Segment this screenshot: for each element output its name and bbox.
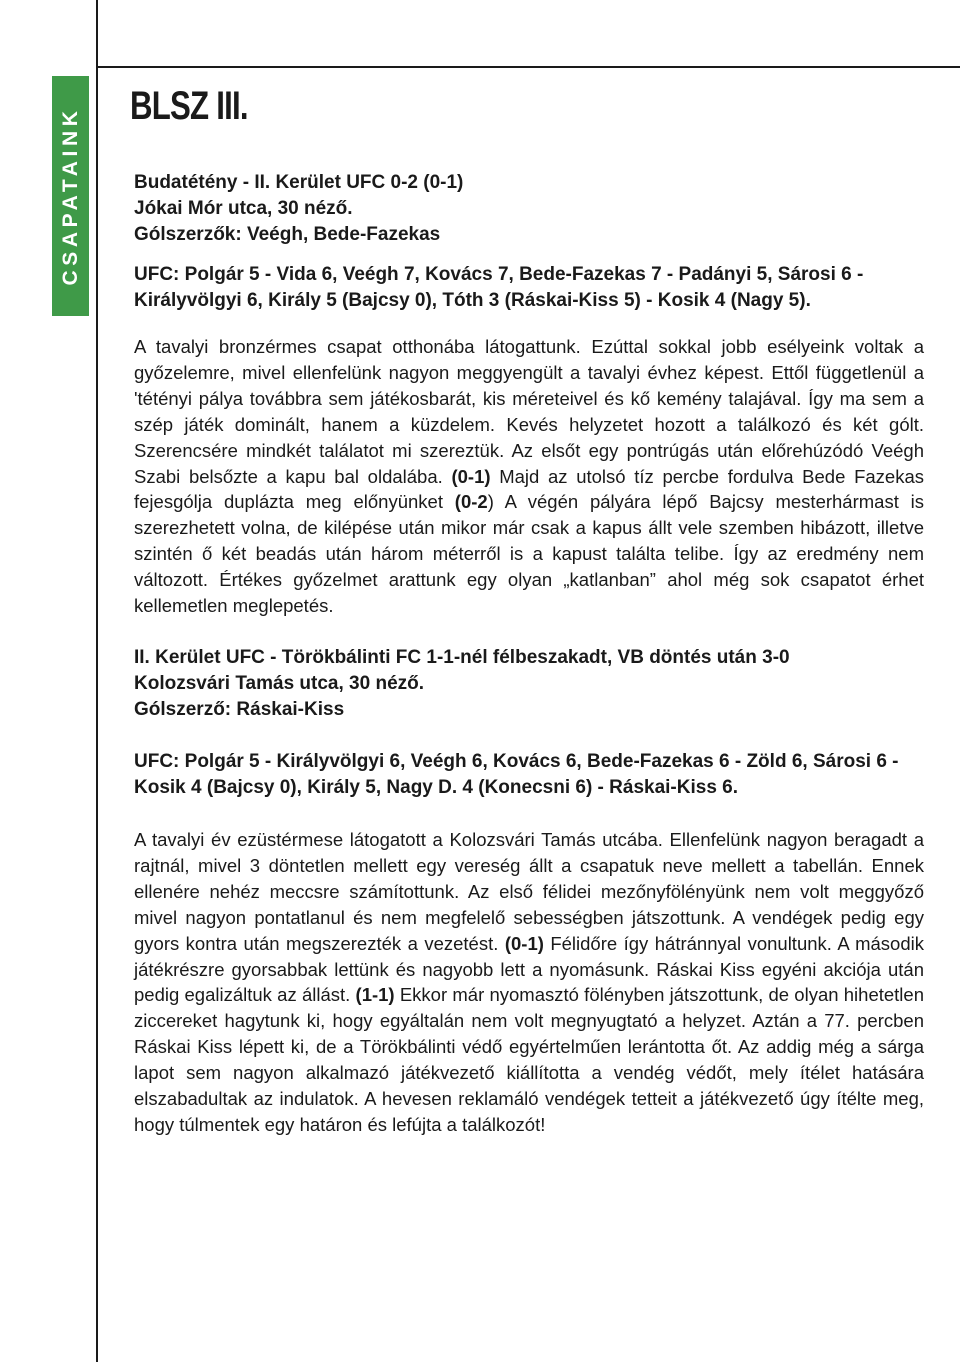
section-tab <box>52 76 89 316</box>
lineup-text: UFC: Polgár 5 - Vida 6, Veégh 7, Kovács 7, Bede-Fazekas 7 - Padányi 5, Sárosi 6 - Királyvölgyi 6, Király 5 (Bajcsy 0), Tóth 3 (Ráskai-Kiss 5) - Kosik 4 (Nagy 5). <box>134 264 864 311</box>
page-title: BLSZ III. <box>130 84 248 128</box>
score-highlight: (1-1) <box>355 984 395 1006</box>
report-segment: Félidőre így hátránnyal vonultunk. A második játékrészre gyorsabbak lettünk és nagyobb lett a nyomásunk. Ráskai Kiss egyéni akciója után pedig egalizáltuk az állást. <box>134 932 924 1006</box>
match-result: II. Kerület UFC - Törökbálinti FC 1-1-nél félbeszakadt, VB döntés után 3-0 <box>134 646 790 668</box>
match-report-1 <box>134 170 924 619</box>
match-scorers: Gólszerzők: Veégh, Bede-Fazekas <box>134 224 441 245</box>
horizontal-rule <box>96 66 960 68</box>
match-venue: Jókai Mór utca, 30 néző. <box>134 198 353 219</box>
report-segment: A tavalyi bronzérmes csapat otthonába látogattunk. Ezúttal sokkal jobb esélyeink voltak a győzelemre, mivel ellenfelünk nagyon meggyengült a tavalyi évhez képest. Ettől függetlenül a 'tétényi pálya továbbra sem játékosbarát, kis méreteivel és kő kemény talajával. Így ma sem a szép játék dominált, hanem a küzdelem. Kevés helyzetet hozott a találkozó és két gólt. Szerencsére mindkét találatot mi szereztük. Az elsőt egy pontrúgás után előrehúzódó Veégh Szabi belsőzte a kapu bal oldalába. <box>134 336 924 487</box>
match-result: Budatétény - II. Kerület UFC 0-2 (0-1) <box>134 172 464 193</box>
team-lineup <box>134 749 924 801</box>
match-report-text <box>134 827 924 1138</box>
team-lineup <box>134 262 924 314</box>
score-highlight: (0-2 <box>454 491 488 513</box>
match-report-text <box>134 334 924 619</box>
match-header <box>134 170 924 248</box>
score-highlight: (0-1) <box>504 932 544 954</box>
section-tab-label: CSAPATAINK <box>58 106 82 286</box>
match-scorers: Gólszerző: Ráskai-Kiss <box>134 698 345 720</box>
vertical-rule <box>96 0 98 1362</box>
lineup-text: UFC: Polgár 5 - Királyvölgyi 6, Veégh 6, Kovács 6, Bede-Fazekas 6 - Zöld 6, Sárosi 6 - Kosik 4 (Bajcsy 0), Király 5, Nagy D. 4 (Konecsni 6) - Ráskai-Kiss 6. <box>134 750 899 798</box>
match-report-2 <box>134 645 924 1138</box>
report-segment: ) A végén pályára lépő Bajcsy mesterhármast is szerezhetett volna, de kilépése után mikor már csak a kapus állt vele szemben hibázott, illetve szintén ő két beadás után három méterről is a kapust találta telibe. Így az eredmény nem változott. Értékes győzelmet arattunk egy olyan „katlanban” ahol még sok csapatot érhet kellemetlen meglepetés. <box>134 491 925 617</box>
report-segment: A tavalyi év ezüstérmese látogatott a Kolozsvári Tamás utcába. Ellenfelünk nagyon beragadt a rajtnál, mivel 3 döntetlen mellett egy vereség állt a csapatuk neve mellett a tabellán. Ennek ellenére nehéz meccsre számítottunk. Az első félidei mezőnyfölényünk nem volt meggyőző mivel nagyon pontatlanul és nem megfelelő sebességben játszottunk. A vendégek pedig egy gyors kontra után megszerezték a vezetést. <box>134 828 924 954</box>
report-segment: Ekkor már nyomasztó fölényben játszottunk, de olyan hihetetlen ziccereket hagytunk ki, hogy egyáltalán nem volt megnyugtató a helyzet. Aztán a 77. percben Ráskai Kiss lépett ki, de a Törökbálinti védő egyértelműen lerántotta őt. Az addig még a sárga lapot sem nagyon alkalmazó játékvezető kiállította a vendég védőt, mely ítélet hatására elszabadultak az indulatok. A hevesen reklamáló vendégek tetteit a játékvezető úgy ítélte meg, hogy túlmentek egy határon és lefújta a találkozót! <box>134 984 924 1135</box>
match-header <box>134 645 924 723</box>
report-segment: Majd az utolsó tíz percbe fordulva Bede Fazekas fejesgólja duplázta meg előnyünket <box>134 465 924 513</box>
match-venue: Kolozsvári Tamás utca, 30 néző. <box>134 672 425 694</box>
article <box>134 170 924 1138</box>
score-highlight: (0-1) <box>451 465 491 487</box>
